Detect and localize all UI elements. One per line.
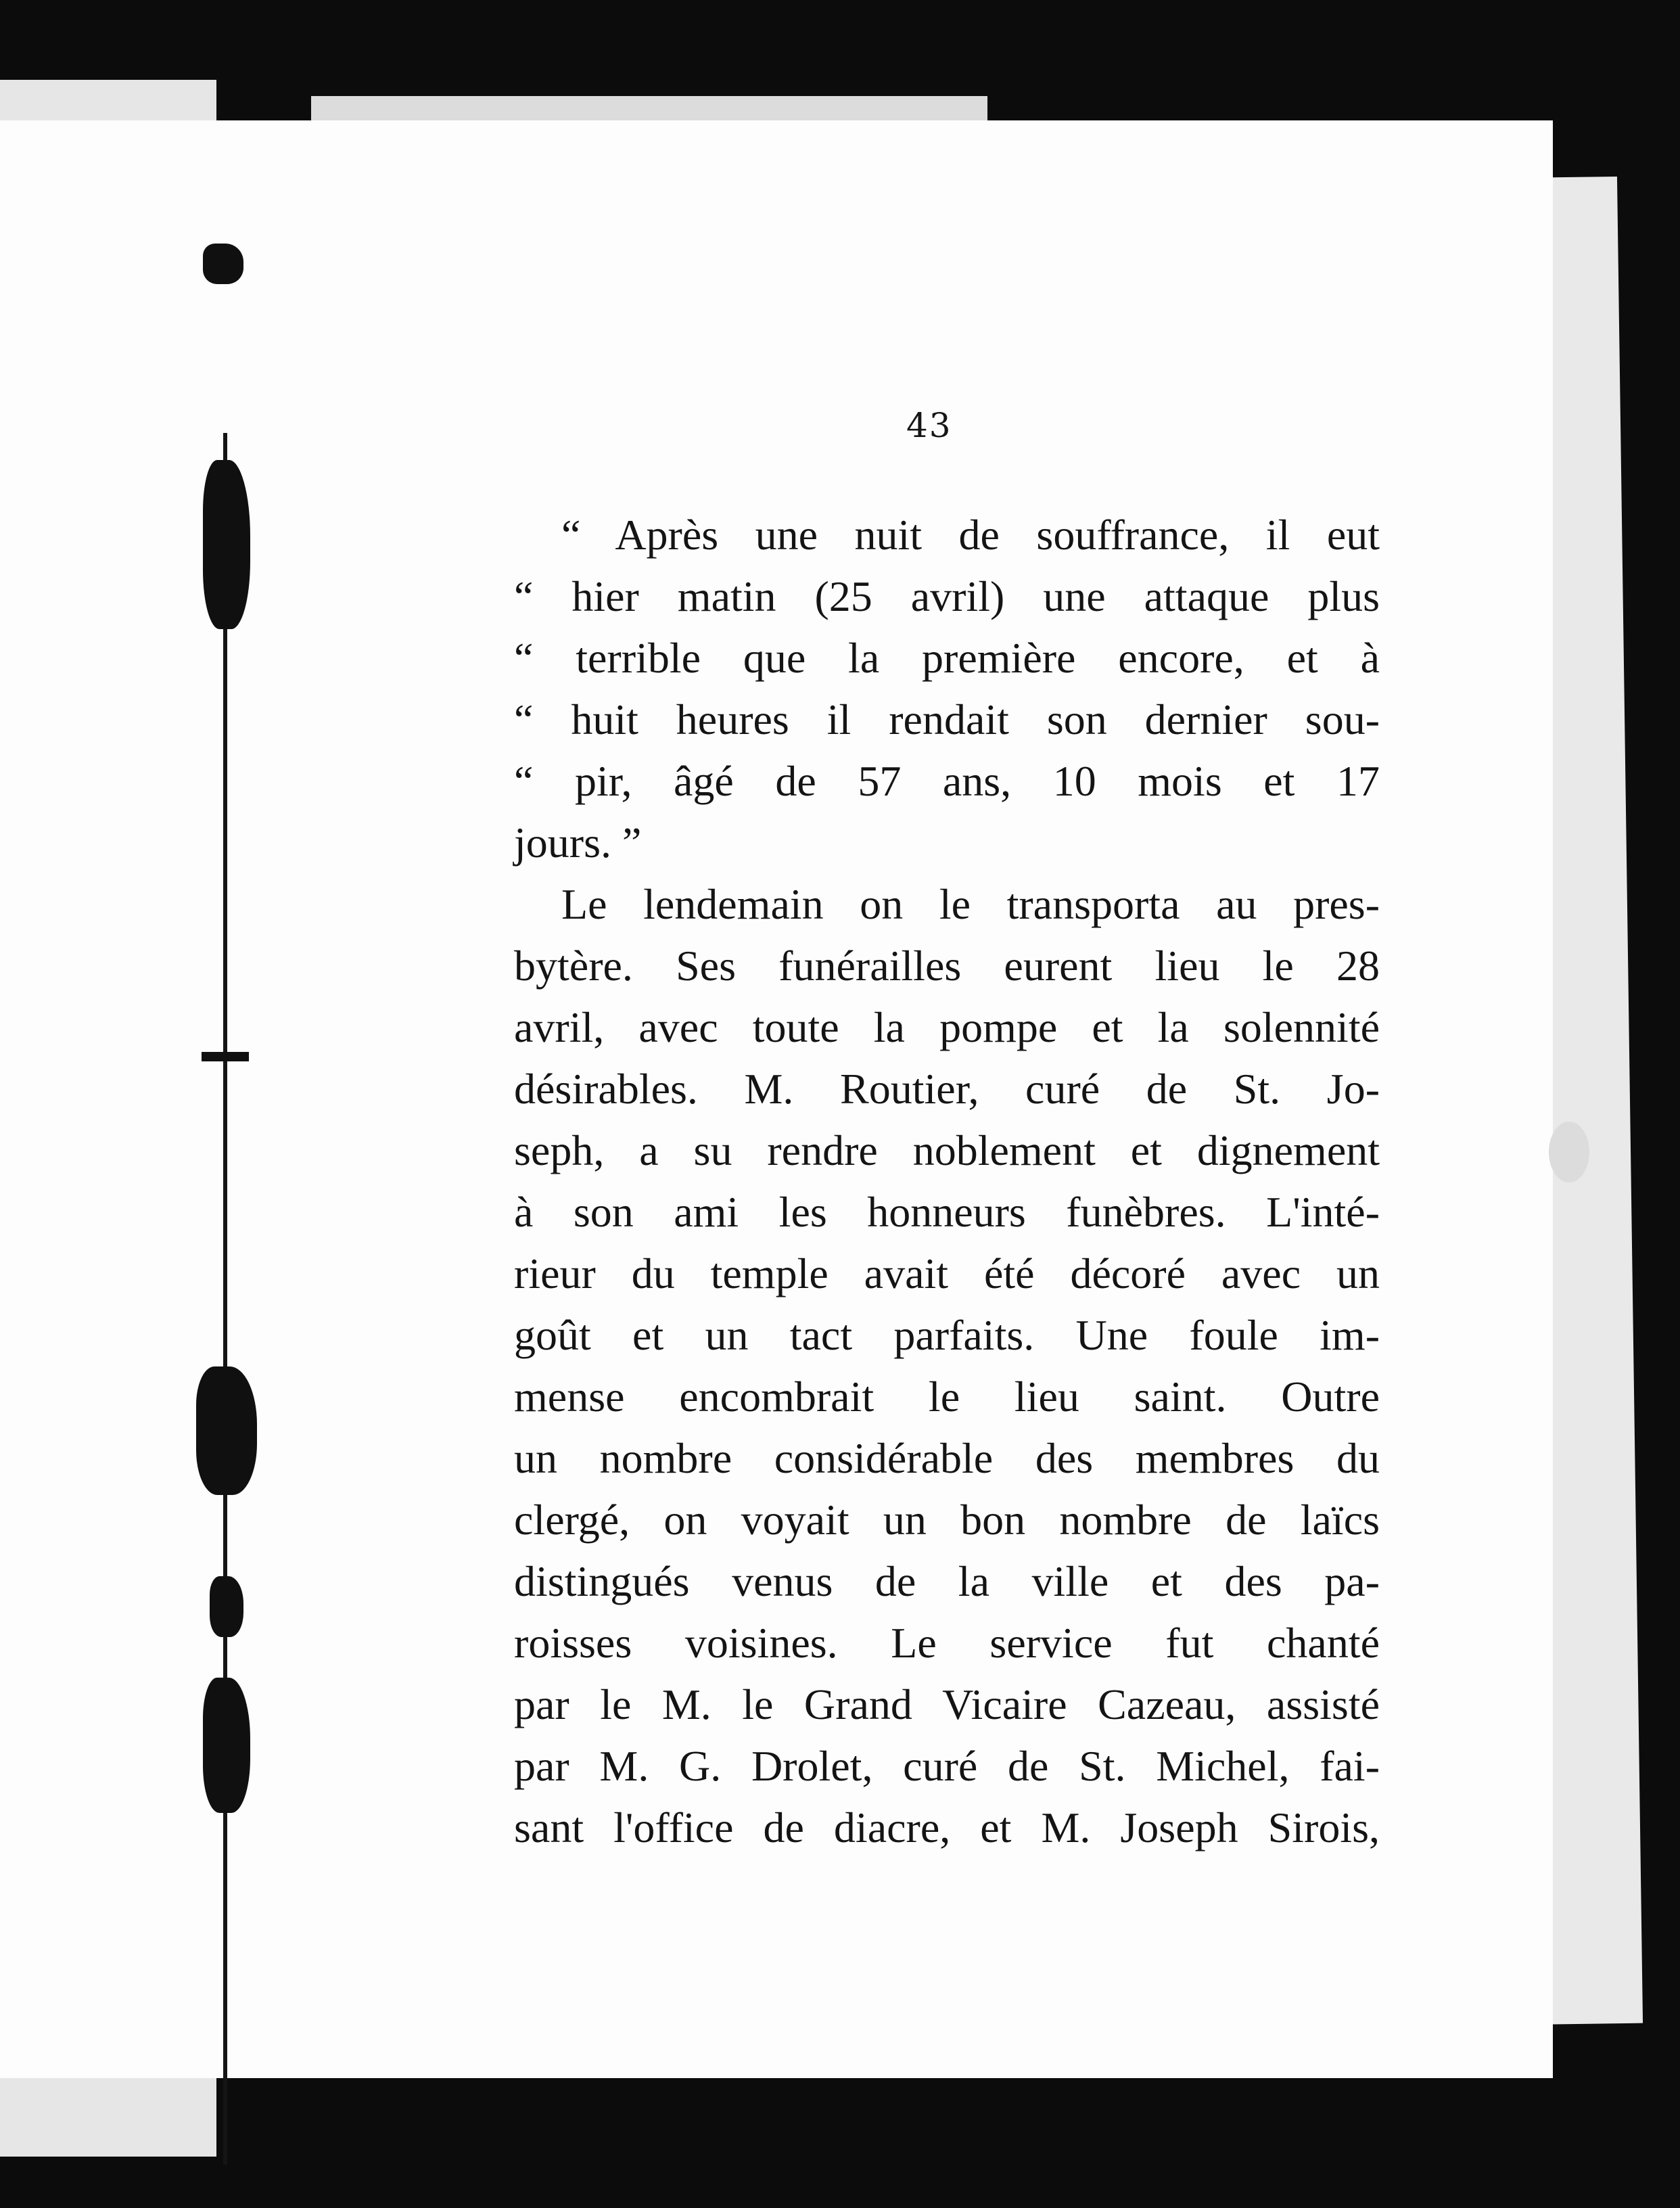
text-line: roisses voisines. Le service fut chanté — [514, 1619, 1380, 1667]
paper-speck — [1549, 1122, 1589, 1182]
text-line: “ huit heures il rendait son dernier sou- — [514, 695, 1380, 743]
text-line: bytère. Ses funérailles eurent lieu le 28 — [514, 942, 1380, 990]
text-line: “ pir, âgé de 57 ans, 10 mois et 17 — [514, 757, 1380, 805]
paragraph — [514, 873, 1380, 1858]
text-line: sant l'office de diacre, et M. Joseph Sirois, — [514, 1803, 1380, 1852]
gutter-blot — [210, 1576, 243, 1637]
text-line: un nombre considérable des membres du — [514, 1434, 1380, 1482]
text-line: avril, avec toute la pompe et la solennité — [514, 1003, 1380, 1051]
text-line: “ hier matin (25 avril) une attaque plus — [514, 572, 1380, 620]
page-number: 43 — [906, 406, 952, 445]
gutter-blot — [203, 1678, 250, 1813]
text-line: “ Après une nuit de souffrance, il eut — [561, 511, 1380, 559]
text-line: à son ami les honneurs funèbres. L'inté- — [514, 1188, 1380, 1236]
gutter-blot — [196, 1366, 257, 1495]
paragraph — [514, 504, 1380, 873]
text-line: distingués venus de la ville et des pa- — [514, 1557, 1380, 1605]
text-line: “ terrible que la première encore, et à — [514, 634, 1380, 682]
body-text — [514, 504, 1380, 1858]
gutter-blot — [203, 460, 250, 629]
text-line: Le lendemain on le transporta au pres- — [561, 880, 1380, 928]
text-line: goût et un tact parfaits. Une foule im- — [514, 1311, 1380, 1359]
text-line: rieur du temple avait été décoré avec un — [514, 1249, 1380, 1297]
text-line: clergé, on voyait un bon nombre de laïcs — [514, 1496, 1380, 1544]
text-line: mense encombrait le lieu saint. Outre — [514, 1373, 1380, 1421]
text-line: désirables. M. Routier, curé de St. Jo- — [514, 1065, 1380, 1113]
top-page-edge — [311, 96, 987, 123]
text-line: jours. ” — [514, 819, 642, 867]
binding-gutter — [223, 433, 227, 2165]
gutter-blot — [202, 1052, 249, 1061]
text-line: par M. G. Drolet, curé de St. Michel, fai- — [514, 1742, 1380, 1790]
gutter-blot — [203, 244, 243, 284]
text-line: par le M. le Grand Vicaire Cazeau, assisté — [514, 1680, 1380, 1728]
text-line: seph, a su rendre noblement et dignement — [514, 1126, 1380, 1174]
